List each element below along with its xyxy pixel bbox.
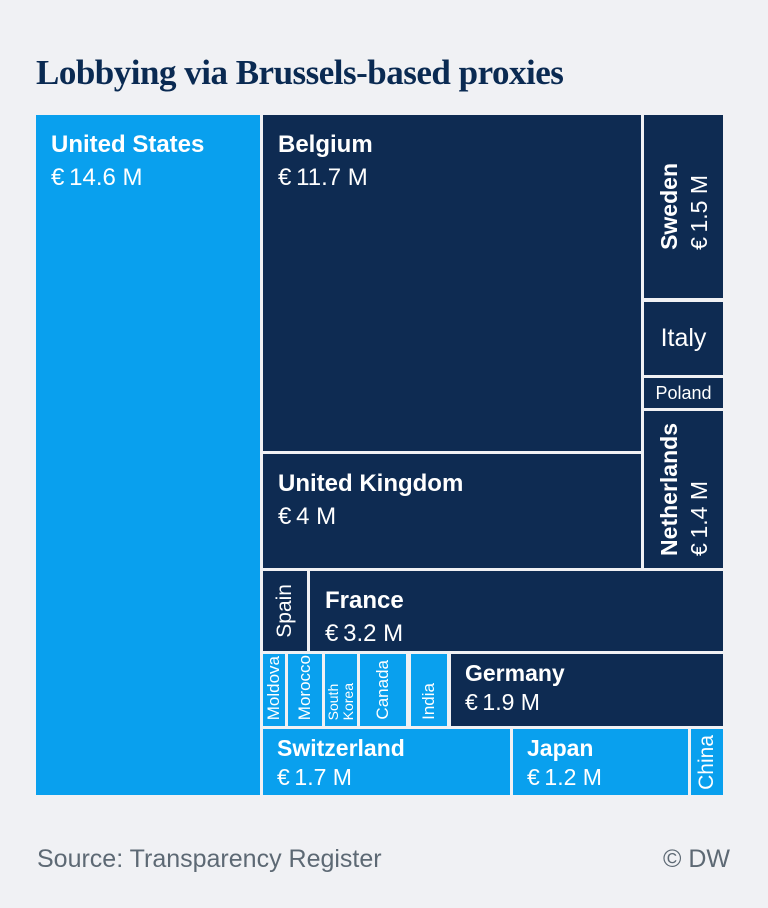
treemap-tile-spain[interactable] — [263, 571, 307, 651]
vertical-label — [654, 163, 714, 250]
treemap-tile-canada[interactable] — [360, 654, 406, 726]
vertical-label — [265, 656, 283, 720]
treemap-tile-belgium[interactable] — [263, 115, 641, 451]
vertical-label — [420, 683, 438, 720]
vertical-label — [695, 735, 719, 790]
vertical-label — [654, 423, 714, 556]
tile-value-label: € 1.7 M — [277, 764, 352, 790]
treemap-tile-germany[interactable] — [451, 654, 723, 726]
tile-country-label: Netherlands — [655, 423, 682, 556]
source-label: Source: Transparency Register — [37, 845, 382, 873]
treemap-tile-italy[interactable] — [644, 302, 723, 375]
tile-value-label: € 1.4 M — [685, 481, 712, 556]
tile-country-label: Italy — [660, 324, 707, 352]
tile-country-label: Korea — [340, 682, 356, 720]
tile-country-label: Morocco — [295, 654, 315, 720]
treemap-tile-japan[interactable] — [513, 729, 688, 795]
footer — [0, 843, 768, 875]
vertical-label — [374, 660, 392, 720]
tile-country-label: Belgium — [278, 131, 373, 158]
tile-value-label: € 1.2 M — [527, 764, 602, 790]
page-title: Lobbying via Brussels-based proxies — [36, 53, 564, 93]
copyright-label: © DW — [662, 845, 730, 873]
treemap-tile-united-kingdom[interactable] — [263, 454, 641, 568]
treemap-tile-south-korea[interactable] — [325, 654, 357, 726]
vertical-label — [296, 655, 314, 720]
treemap-tile-switzerland[interactable] — [263, 729, 510, 795]
treemap-tile-united-states[interactable] — [36, 115, 260, 795]
vertical-label — [273, 584, 297, 638]
tile-country-label: United Kingdom — [278, 470, 464, 497]
tile-country-label: France — [325, 587, 404, 614]
tile-country-label: Moldova — [264, 655, 284, 720]
treemap-tile-india[interactable] — [411, 654, 447, 726]
tile-country-label: Germany — [465, 660, 565, 686]
treemap-tile-france[interactable] — [310, 571, 723, 651]
tile-value-label: € 1.5 M — [685, 175, 712, 250]
vertical-label — [326, 683, 356, 720]
treemap-tile-sweden[interactable] — [644, 115, 723, 298]
tile-country-label: Japan — [527, 735, 594, 761]
treemap — [36, 115, 723, 795]
tile-country-label: India — [419, 683, 439, 720]
treemap-tile-china[interactable] — [691, 729, 723, 795]
tile-country-label: Spain — [273, 584, 296, 638]
treemap-tile-moldova[interactable] — [263, 654, 285, 726]
tile-country-label: China — [695, 734, 718, 790]
tile-value-label: € 14.6 M — [51, 164, 143, 191]
tile-value-label: € 4 M — [278, 503, 337, 530]
tile-country-label: South — [325, 683, 341, 720]
tile-value-label: € 11.7 M — [278, 164, 368, 191]
tile-country-label: Switzerland — [277, 735, 405, 761]
tile-country-label: Canada — [373, 660, 393, 720]
tile-country-label: United States — [51, 131, 205, 158]
tile-value-label: € 3.2 M — [325, 620, 404, 647]
tile-country-label: Poland — [655, 382, 712, 403]
tile-country-label: Sweden — [655, 163, 682, 250]
tile-value-label: € 1.9 M — [465, 689, 540, 715]
treemap-tile-morocco[interactable] — [288, 654, 322, 726]
treemap-tile-netherlands[interactable] — [644, 411, 723, 568]
treemap-tile-poland[interactable] — [644, 378, 723, 408]
